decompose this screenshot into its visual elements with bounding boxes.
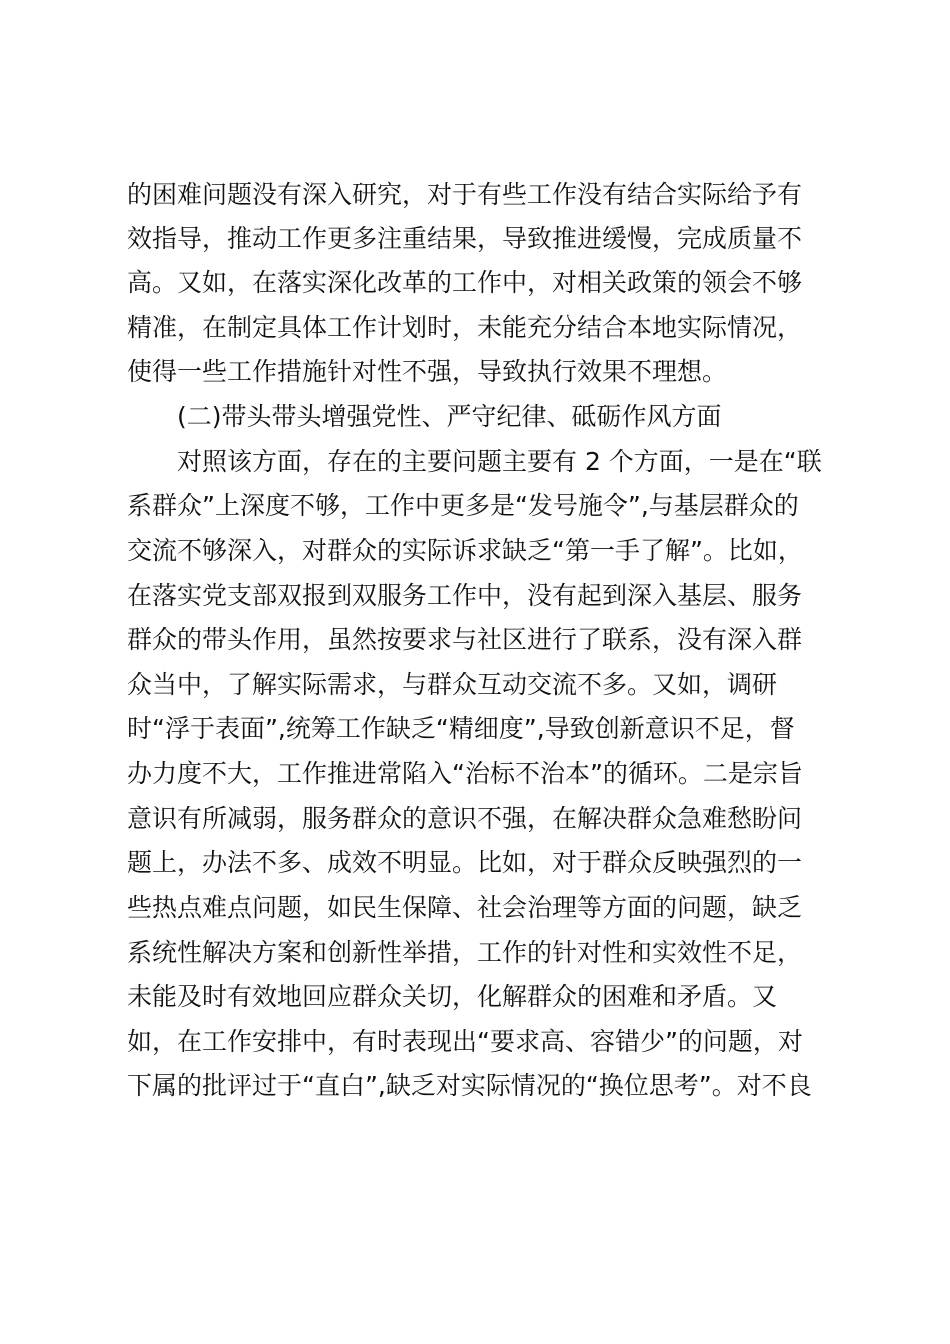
text-line: 时“浮于表面”,统筹工作缺乏“精细度”,导致创新意识不足，督 [127, 714, 795, 743]
text-line: 题上，办法不多、成效不明显。比如，对于群众反映强烈的一 [127, 848, 803, 877]
text-line: 众当中，了解实际需求，与群众互动交流不多。又如，调研 [127, 670, 778, 699]
text-line: 高。又如，在落实深化改革的工作中，对相关政策的领会不够 [127, 268, 803, 297]
text-line: 使得一些工作措施针对性不强，导致执行效果不理想。 [127, 357, 728, 386]
text-line: 下属的批评过于“直白”,缺乏对实际情况的“换位思考”。对不良 [127, 1071, 812, 1100]
text-line: 对照该方面，存在的主要问题主要有 2 个方面，一是在“联 [177, 447, 822, 476]
text-line: 些热点难点问题，如民生保障、社会治理等方面的问题，缺乏 [127, 893, 803, 922]
text-line: 如，在工作安排中，有时表现出“要求高、容错少”的问题，对 [127, 1027, 803, 1056]
text-line: 交流不够深入，对群众的实际诉求缺乏“第一手了解”。比如， [127, 536, 803, 565]
text-line: 办力度不大，工作推进常陷入“治标不治本”的循环。二是宗旨 [127, 759, 803, 788]
text-line: 未能及时有效地回应群众关切，化解群众的困难和矛盾。又 [127, 982, 778, 1011]
text-line: 群众的带头作用，虽然按要求与社区进行了联系，没有深入群 [127, 625, 803, 654]
text-line: 系统性解决方案和创新性举措，工作的针对性和实效性不足， [127, 938, 803, 967]
text-line: 系群众”上深度不够，工作中更多是“发号施令”,与基层群众的 [127, 491, 799, 520]
text-line: 精准，在制定具体工作计划时，未能充分结合本地实际情况， [127, 313, 803, 342]
section-heading: (二)带头带头增强党性、严守纪律、砥砺作风方面 [177, 402, 722, 431]
text-line: 在落实党支部双报到双服务工作中，没有起到深入基层、服务 [127, 581, 803, 610]
text-line: 效指导，推动工作更多注重结果，导致推进缓慢，完成质量不 [127, 224, 803, 253]
text-line: 的困难问题没有深入研究，对于有些工作没有结合实际给予有 [127, 180, 803, 209]
text-line: 意识有所减弱，服务群众的意识不强，在解决群众急难愁盼问 [127, 804, 803, 833]
